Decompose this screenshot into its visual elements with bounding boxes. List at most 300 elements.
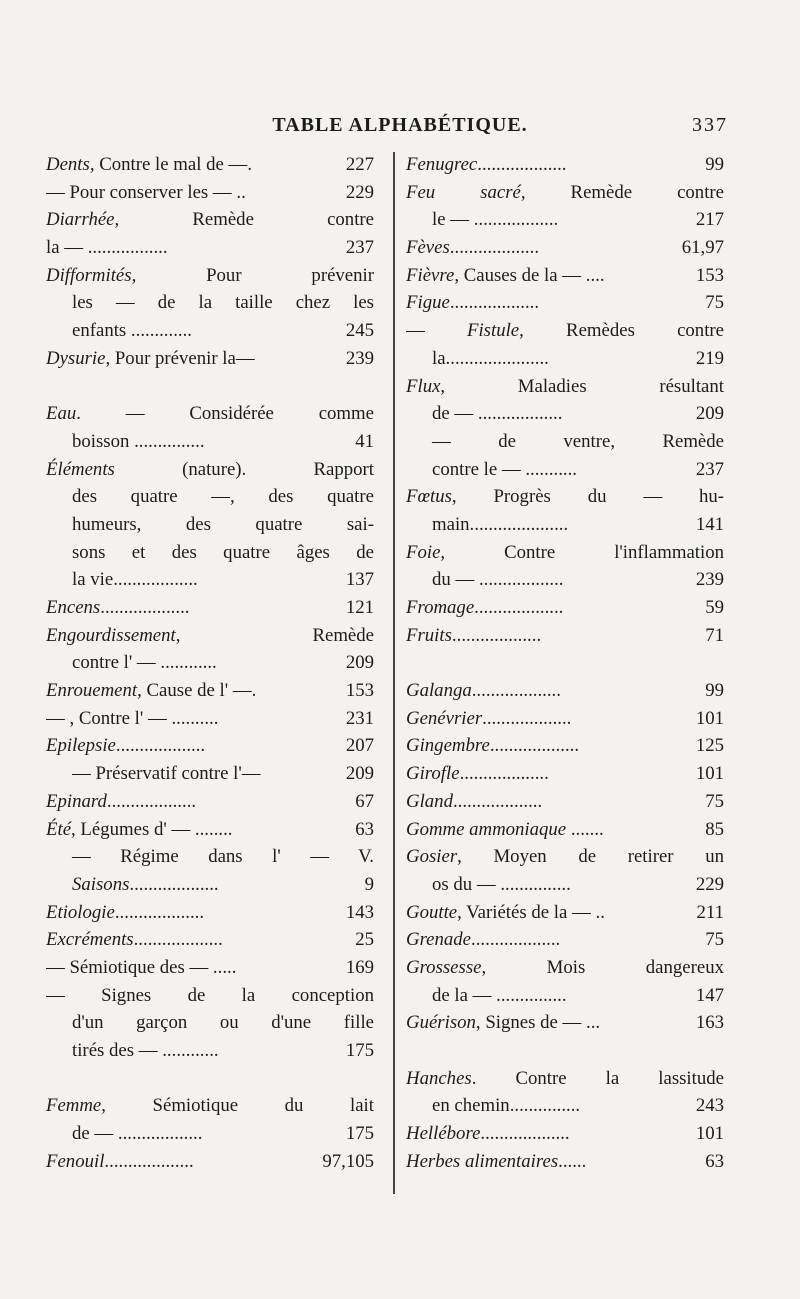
- index-entry: [46, 400, 374, 428]
- index-entry: [46, 1120, 374, 1148]
- index-entry: [46, 899, 374, 927]
- index-entry-text: [406, 788, 705, 816]
- entry-page-number: 141: [695, 513, 724, 535]
- entry-rest: ...................: [477, 154, 567, 175]
- index-spacer: [406, 1037, 724, 1065]
- index-entry: [46, 677, 374, 705]
- index-entry: [406, 317, 724, 345]
- entry-page-number: 75: [705, 790, 724, 812]
- index-entry: [46, 649, 374, 677]
- index-entry-text: [432, 511, 696, 539]
- entry-text: — Préservatif contre l'—: [72, 763, 261, 785]
- entry-page-number: 99: [705, 154, 724, 175]
- index-entry: [46, 1037, 374, 1065]
- entry-text: — , Contre l' — ..........: [46, 707, 219, 729]
- index-entry-text: [72, 428, 355, 456]
- index-entry: [406, 511, 724, 539]
- entry-text: du — ..................: [432, 569, 564, 591]
- entry-rest: , Remède contre: [114, 209, 374, 231]
- entry-term: Fenugrec: [406, 154, 478, 175]
- entry-text: la — .................: [46, 237, 168, 259]
- index-entry: [46, 456, 374, 484]
- index-entry-text: [406, 234, 682, 262]
- entry-term: Gomme ammoniaque: [406, 818, 567, 840]
- index-entry-text: [406, 677, 705, 705]
- index-entry: [406, 760, 724, 788]
- entry-term: Grossesse: [406, 956, 482, 978]
- index-entry-text: [406, 483, 724, 511]
- entry-term: Été: [46, 818, 72, 840]
- index-entry-text: [72, 649, 346, 677]
- index-entry-text: [432, 1092, 696, 1120]
- entry-page-number: 239: [695, 569, 724, 591]
- entry-term: Fièvre: [406, 264, 455, 286]
- entry-page-number: 137: [345, 569, 374, 591]
- entry-term: Dysurie: [46, 347, 106, 369]
- entry-rest: ...................: [471, 929, 561, 951]
- index-entry-text: [46, 206, 374, 234]
- index-entry-text: [46, 732, 346, 760]
- entry-text: la......................: [432, 347, 549, 369]
- index-entry: [406, 594, 724, 622]
- entry-term: Fruits: [406, 624, 452, 646]
- index-entry-text: [46, 954, 346, 982]
- entry-rest: , Variétés de la — ..: [457, 901, 605, 923]
- index-entry: [46, 428, 374, 456]
- entry-page-number: 211: [696, 901, 724, 923]
- index-spacer: [406, 649, 724, 677]
- index-entry: [406, 1120, 724, 1148]
- index-entry: [406, 428, 724, 456]
- index-entry: [46, 179, 374, 207]
- index-entry-text: [406, 1065, 724, 1093]
- entry-term: Feu sacré: [406, 181, 521, 203]
- entry-rest: ......: [558, 1150, 587, 1172]
- entry-rest: , Remède contre: [520, 181, 724, 203]
- index-spacer: [46, 373, 374, 401]
- index-entry-text: [72, 539, 374, 567]
- entry-term: Hanches: [406, 1067, 472, 1089]
- entry-term: Etiologie: [46, 901, 115, 923]
- entry-term: Éléments: [46, 458, 115, 480]
- entry-rest: . — Considérée comme: [76, 403, 374, 425]
- index-entry: [406, 871, 724, 899]
- index-entry-text: [432, 982, 696, 1010]
- entry-rest: , Pour prévenir la—: [105, 347, 255, 369]
- entry-rest: ...................: [489, 735, 580, 757]
- index-spacer: [46, 1065, 374, 1093]
- index-entry: [46, 483, 374, 511]
- entry-rest: ...................: [106, 790, 197, 812]
- entry-text: enfants .............: [72, 320, 192, 342]
- index-entry: [406, 1065, 724, 1093]
- column-divider: [393, 152, 395, 1194]
- index-entry-text: [46, 234, 346, 262]
- index-entry-text: [72, 317, 346, 345]
- entry-rest: ...................: [114, 901, 205, 923]
- entry-text: main.....................: [432, 513, 569, 535]
- entry-rest: , Progrès du — hu-: [451, 486, 724, 508]
- entry-page-number: 25: [355, 929, 374, 951]
- index-entry: [46, 705, 374, 733]
- entry-text: tirés des — ............: [72, 1040, 219, 1061]
- entry-term: Flux: [406, 375, 441, 397]
- entry-rest: , Légumes d' — ........: [71, 818, 233, 840]
- entry-rest: ...................: [449, 292, 540, 314]
- entry-page-number: 229: [345, 181, 374, 203]
- index-entry-text: [46, 456, 374, 484]
- index-entry: [46, 954, 374, 982]
- entry-page-number: 41: [355, 430, 374, 452]
- entry-rest: ...................: [471, 680, 561, 702]
- page-number: 337: [692, 114, 728, 136]
- entry-page-number: 153: [695, 264, 724, 286]
- entry-text: les — de la taille chez les: [72, 292, 374, 314]
- entry-page-number: 209: [695, 403, 724, 425]
- entry-rest: ...................: [474, 597, 564, 618]
- index-entry-text: [406, 816, 705, 844]
- index-entry: [406, 483, 724, 511]
- entry-page-number: 75: [705, 292, 724, 314]
- index-entry-text: [46, 705, 346, 733]
- index-entry-text: [406, 760, 696, 788]
- index-entry: [406, 1009, 724, 1037]
- index-entry: [46, 317, 374, 345]
- entry-page-number: 125: [695, 735, 724, 757]
- index-entry-text: [406, 954, 724, 982]
- entry-text: — de ventre, Remède: [432, 430, 724, 452]
- entry-term: Epinard: [46, 790, 107, 812]
- index-entry-text: [406, 1009, 696, 1037]
- entry-term: Fèves: [406, 237, 450, 259]
- entry-rest: , Sémiotique du lait: [101, 1095, 374, 1117]
- index-entry: [406, 345, 724, 373]
- index-entry-text: [72, 1009, 374, 1037]
- entry-page-number: 61,97: [681, 237, 724, 259]
- entry-text: — Régime dans l' — V.: [72, 846, 374, 868]
- entry-rest: ...................: [451, 624, 542, 646]
- index-entry: [46, 788, 374, 816]
- index-entry-text: [46, 594, 346, 622]
- entry-text: contre le — ...........: [432, 458, 577, 480]
- index-entry: [406, 289, 724, 317]
- index-entry: [406, 705, 724, 733]
- entry-page-number: 229: [695, 873, 724, 895]
- entry-rest: ...................: [104, 1150, 194, 1172]
- entry-term: Eau: [46, 403, 77, 425]
- index-entry: [46, 1148, 374, 1176]
- index-entry-text: [46, 899, 346, 927]
- entry-term: Dents: [46, 154, 90, 175]
- index-entry-text: [432, 456, 696, 484]
- entry-term: Gingembre: [406, 735, 490, 757]
- index-entry-text: [432, 566, 696, 594]
- entry-page-number: 217: [695, 209, 724, 231]
- index-entry: [406, 179, 724, 207]
- entry-rest: ...................: [449, 237, 540, 259]
- index-entry: [406, 539, 724, 567]
- entry-page-number: 143: [345, 901, 374, 923]
- index-entry-text: [46, 816, 355, 844]
- entry-term: Femme: [46, 1095, 102, 1117]
- entry-text: — Pour conserver les — ..: [46, 181, 246, 203]
- entry-rest: , Moyen de retirer un: [457, 846, 724, 868]
- index-entry: [406, 373, 724, 401]
- index-column-right: [406, 151, 724, 1175]
- entry-term: Gosier: [406, 846, 458, 868]
- index-entry: [46, 816, 374, 844]
- entry-page-number: 147: [695, 984, 724, 1006]
- entry-page-number: 209: [345, 763, 374, 785]
- index-entry: [406, 566, 724, 594]
- index-entry-text: [432, 206, 696, 234]
- entry-text: sons et des quatre âges de: [72, 541, 374, 563]
- index-entry-text: [406, 317, 724, 345]
- entry-page-number: 243: [695, 1095, 724, 1117]
- entry-page-number: 63: [705, 1150, 724, 1172]
- entry-term: Goutte: [406, 901, 458, 923]
- index-entry: [46, 262, 374, 290]
- entry-text: de — ..................: [432, 403, 563, 425]
- entry-text: en chemin...............: [432, 1095, 581, 1117]
- entry-rest: , Remède: [175, 624, 374, 646]
- index-entry-text: [46, 1148, 322, 1176]
- index-entry: [46, 151, 374, 179]
- entry-page-number: 207: [345, 735, 374, 757]
- entry-page-number: 67: [355, 790, 374, 812]
- entry-page-number: 71: [705, 624, 724, 646]
- index-entry-text: [72, 1120, 346, 1148]
- entry-term: Engourdissement: [46, 624, 176, 646]
- entry-rest: ...................: [129, 873, 219, 895]
- entry-term: Enrouement: [46, 680, 138, 702]
- entry-term: Difformités: [46, 264, 132, 286]
- entry-term: Guérison: [406, 1012, 476, 1034]
- entry-page-number: 245: [345, 320, 374, 342]
- entry-rest: ...................: [480, 1123, 570, 1145]
- entry-term: Epilepsie: [46, 735, 116, 757]
- index-entry-text: [406, 705, 696, 733]
- index-entry-text: [46, 345, 346, 373]
- index-entry-text: [72, 511, 374, 539]
- index-entry: [46, 732, 374, 760]
- entry-rest: , Pour prévenir: [131, 264, 374, 286]
- entry-page-number: 175: [345, 1040, 374, 1061]
- index-entry: [406, 262, 724, 290]
- index-entry-text: [406, 151, 705, 179]
- entry-text: contre l' — ............: [72, 652, 217, 674]
- index-entry-text: [406, 179, 724, 207]
- index-entry-text: [72, 289, 374, 317]
- index-entry: [406, 926, 724, 954]
- entry-term: Herbes alimentaires: [406, 1150, 559, 1172]
- entry-rest: ...................: [482, 707, 572, 729]
- entry-page-number: 9: [364, 873, 374, 895]
- entry-term: Galanga: [406, 680, 472, 702]
- entry-page-number: 101: [695, 763, 724, 785]
- entry-term: Gland: [406, 790, 453, 812]
- index-entry: [46, 539, 374, 567]
- entry-text: le — ..................: [432, 209, 559, 231]
- index-entry-text: [72, 566, 346, 594]
- entry-page-number: 121: [345, 597, 374, 618]
- entry-text: — Signes de la conception: [46, 984, 374, 1006]
- entry-page-number: 237: [345, 237, 374, 259]
- index-entry: [406, 456, 724, 484]
- index-entry-text: [46, 788, 355, 816]
- entry-page-number: 101: [695, 707, 724, 729]
- index-entry: [406, 234, 724, 262]
- page-title: TABLE ALPHABÉTIQUE.: [272, 114, 528, 136]
- index-entry: [46, 511, 374, 539]
- entry-term: Saisons: [72, 873, 130, 895]
- entry-term: Fœtus: [406, 486, 452, 508]
- index-entry: [406, 1092, 724, 1120]
- index-entry: [406, 816, 724, 844]
- index-entry: [406, 954, 724, 982]
- index-entry-text: [46, 622, 374, 650]
- index-entry: [46, 871, 374, 899]
- index-entry-text: [46, 677, 346, 705]
- index-entry: [46, 843, 374, 871]
- entry-text: —: [406, 320, 467, 342]
- entry-page-number: 219: [695, 347, 724, 369]
- index-entry-text: [432, 428, 724, 456]
- entry-term: Encens: [46, 597, 101, 618]
- index-entry: [406, 788, 724, 816]
- entry-rest: , Maladies résultant: [440, 375, 724, 397]
- entry-page-number: 163: [695, 1012, 724, 1034]
- index-entry-text: [72, 871, 365, 899]
- index-entry: [46, 926, 374, 954]
- index-entry-text: [432, 400, 696, 428]
- entry-text: de la — ...............: [432, 984, 567, 1006]
- entry-page-number: 101: [695, 1123, 724, 1145]
- entry-term: Foie: [406, 541, 441, 563]
- entry-page-number: 209: [345, 652, 374, 674]
- index-entry: [46, 1092, 374, 1120]
- entry-text: de — ..................: [72, 1123, 203, 1145]
- entry-text: — Sémiotique des — .....: [46, 956, 237, 978]
- index-entry: [46, 1009, 374, 1037]
- index-entry-text: [46, 151, 346, 179]
- index-entry: [406, 982, 724, 1010]
- entry-text: boisson ...............: [72, 430, 205, 452]
- index-entry: [406, 732, 724, 760]
- entry-text: des quatre —, des quatre: [72, 486, 374, 508]
- index-entry-text: [406, 289, 705, 317]
- index-entry-text: [46, 926, 355, 954]
- index-entry: [46, 982, 374, 1010]
- index-entry-text: [72, 483, 374, 511]
- index-entry-text: [406, 594, 705, 622]
- index-entry-text: [72, 843, 374, 871]
- entry-page-number: 99: [705, 680, 724, 702]
- index-entry: [46, 594, 374, 622]
- index-entry: [46, 289, 374, 317]
- entry-page-number: 175: [345, 1123, 374, 1145]
- index-entry: [406, 622, 724, 650]
- index-entry: [406, 843, 724, 871]
- index-entry: [406, 206, 724, 234]
- entry-rest: ...................: [100, 597, 190, 618]
- entry-rest: , Contre l'inflammation: [440, 541, 724, 563]
- index-entry-text: [406, 843, 724, 871]
- entry-term: Fenouil: [46, 1150, 105, 1172]
- index-entry: [406, 1148, 724, 1176]
- entry-page-number: 237: [695, 458, 724, 480]
- index-entry: [406, 151, 724, 179]
- entry-rest: (nature). Rapport: [114, 458, 374, 480]
- index-entry-text: [46, 982, 374, 1010]
- entry-term: Genévrier: [406, 707, 483, 729]
- entry-text: d'un garçon ou d'une fille: [72, 1012, 374, 1034]
- entry-rest: . Contre la lassitude: [471, 1067, 724, 1089]
- index-entry: [406, 677, 724, 705]
- entry-page-number: 97,105: [322, 1150, 374, 1172]
- entry-term: Excréments: [46, 929, 134, 951]
- index-entry-text: [46, 1092, 374, 1120]
- entry-term: Hellébore: [406, 1123, 481, 1145]
- index-entry-text: [406, 622, 705, 650]
- entry-term: Fromage: [406, 597, 475, 618]
- index-column-left: [46, 151, 374, 1175]
- index-entry-text: [406, 732, 696, 760]
- entry-rest: ...................: [133, 929, 223, 951]
- entry-term: Fistule: [466, 320, 520, 342]
- index-entry-text: [406, 539, 724, 567]
- entry-page-number: 231: [345, 707, 374, 729]
- entry-page-number: 75: [705, 929, 724, 951]
- entry-page-number: 169: [345, 956, 374, 978]
- entry-page-number: 63: [355, 818, 374, 840]
- entry-rest: ...................: [452, 790, 543, 812]
- entry-rest: , Mois dangereux: [481, 956, 724, 978]
- index-entry: [406, 400, 724, 428]
- index-entry: [46, 345, 374, 373]
- index-entry-text: [46, 262, 374, 290]
- entry-rest: , Causes de la — ....: [454, 264, 605, 286]
- entry-page-number: 85: [705, 818, 724, 840]
- index-entry-text: [406, 899, 697, 927]
- index-entry-text: [406, 262, 696, 290]
- entry-rest: , Signes de — ...: [475, 1012, 601, 1034]
- index-entry-text: [406, 373, 724, 401]
- entry-term: Grenade: [406, 929, 472, 951]
- index-entry: [406, 899, 724, 927]
- entry-page-number: 239: [345, 347, 374, 369]
- index-entry: [46, 234, 374, 262]
- entry-term: Girofle: [406, 763, 460, 785]
- entry-page-number: 59: [705, 597, 724, 618]
- index-entry: [46, 566, 374, 594]
- index-entry-text: [406, 1120, 696, 1148]
- entry-page-number: 153: [345, 680, 374, 702]
- index-entry-text: [46, 179, 346, 207]
- index-entry: [46, 622, 374, 650]
- entry-rest: .......: [566, 818, 604, 840]
- entry-text: la vie..................: [72, 569, 198, 591]
- index-entry-text: [46, 400, 374, 428]
- index-entry-text: [432, 871, 696, 899]
- entry-rest: , Cause de l' —.: [137, 680, 257, 702]
- index-entry-text: [406, 926, 705, 954]
- index-entry: [46, 760, 374, 788]
- entry-page-number: 227: [345, 154, 374, 175]
- entry-text: os du — ...............: [432, 873, 571, 895]
- entry-rest: , Contre le mal de —.: [89, 154, 253, 175]
- entry-term: Diarrhée: [46, 209, 115, 231]
